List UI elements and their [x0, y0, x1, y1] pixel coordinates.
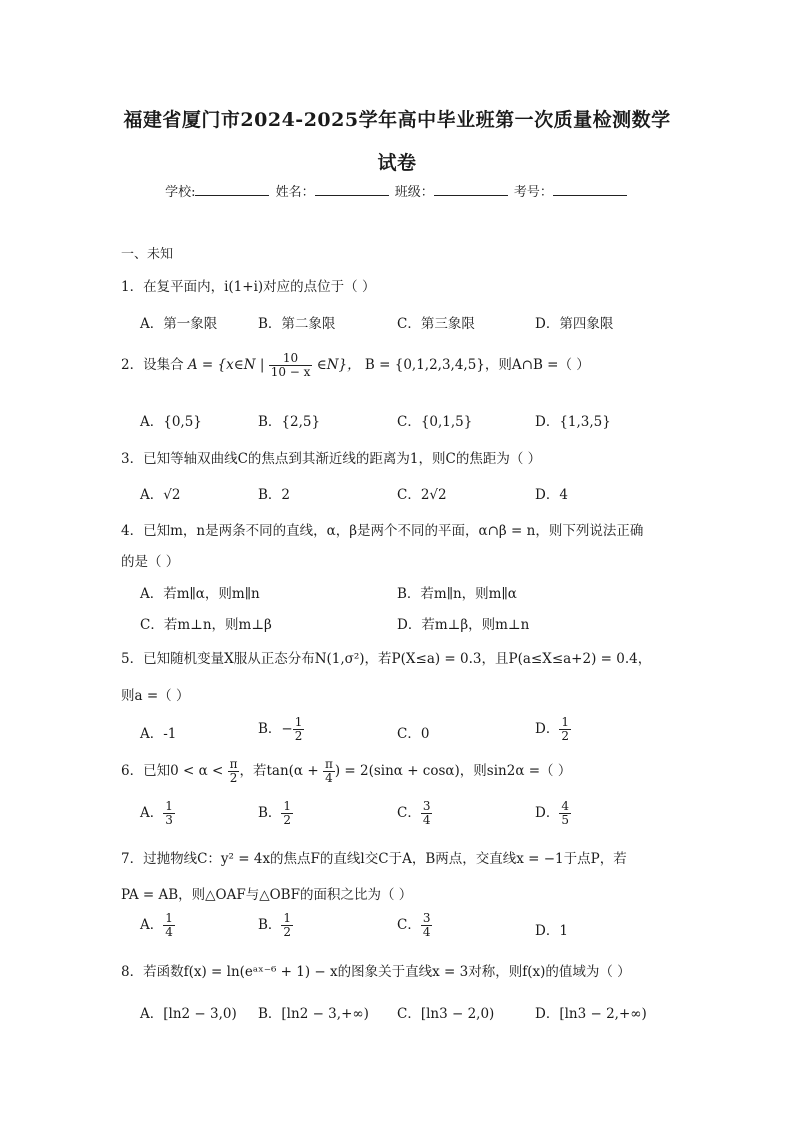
question-6-options — [140, 800, 660, 834]
option-d[interactable]: D．[ln3 − 2,+∞) — [535, 1006, 647, 1022]
option-d-label: D． — [535, 805, 560, 821]
option-d-label: D． — [535, 721, 560, 737]
question-7-stem: 7．过抛物线C：y² = 4x的焦点F的直线l交C于A，B两点，交直线x = −1于点P，若 — [121, 851, 627, 867]
option-a[interactable]: A．[ln2 − 3,0) — [140, 1006, 237, 1022]
fraction-numerator: 4 — [561, 799, 569, 813]
pi-over-4-fraction — [323, 758, 335, 785]
fraction-denominator: 2 — [283, 925, 292, 939]
option-a[interactable]: A．-1 — [140, 726, 177, 742]
fraction-numerator: 1 — [165, 799, 173, 813]
question-6-suffix: ) = 2(sinα + cosα)，则sin2α =（ ） — [334, 763, 572, 779]
option-a-label: A． — [140, 805, 164, 821]
option-d-fraction — [559, 716, 571, 743]
school-blank[interactable] — [195, 182, 269, 196]
option-d[interactable]: D．{1,3,5} — [535, 414, 611, 430]
question-8-stem: 8．若函数f(x) = ln(eᵃˣ⁻⁶ + 1) − x的图象关于直线x = 3对称，则f(x)的值域为（ ） — [121, 964, 631, 980]
option-b-label: B． — [258, 917, 282, 933]
option-a-fraction — [163, 912, 175, 939]
option-c[interactable]: C．若m⊥n，则m⊥β — [140, 617, 272, 633]
school-label: 学校: — [165, 185, 196, 200]
question-5-stem-cont: 则a =（ ） — [121, 688, 190, 704]
question-2-options — [140, 410, 660, 440]
fraction-denominator: 5 — [561, 813, 569, 827]
fraction-denominator: 2 — [283, 813, 292, 827]
option-a[interactable]: A．第一象限 — [140, 316, 218, 332]
option-b-label: B．− — [258, 721, 293, 737]
student-info-line — [0, 181, 794, 200]
question-4-stem-cont: 的是（ ） — [121, 554, 180, 570]
option-a-label: A． — [140, 917, 164, 933]
option-c[interactable]: C．[ln3 − 2,0) — [397, 1006, 495, 1022]
fraction-denominator: 2 — [229, 771, 238, 785]
question-6-mid: ，若tan(α + — [239, 763, 319, 779]
option-c-fraction — [421, 912, 433, 939]
option-d-fraction — [559, 800, 571, 827]
option-c-label: C． — [397, 917, 421, 933]
option-a[interactable] — [140, 912, 175, 939]
exam-title-cont: 试卷 — [377, 152, 417, 174]
fraction-numerator: π — [324, 757, 333, 771]
option-d[interactable]: D．1 — [535, 923, 568, 939]
option-c[interactable]: C．2√2 — [397, 487, 447, 503]
question-8-options — [140, 1002, 660, 1032]
option-c[interactable]: C．{0,1,5} — [397, 414, 473, 430]
question-3-stem: 3．已知等轴双曲线C的焦点到其渐近线的距离为1，则C的焦距为（ ） — [121, 451, 542, 467]
fraction-denominator: 10 − x — [270, 365, 311, 379]
question-4-stem: 4．已知m，n是两条不同的直线，α，β是两个不同的平面，α∩β = n，则下列说法正确 — [121, 523, 644, 539]
question-4-options — [140, 582, 660, 642]
set-fraction — [269, 352, 313, 379]
question-7-options — [140, 912, 660, 946]
option-c-fraction — [421, 800, 433, 827]
option-a[interactable]: A．若m∥α，则m∥n — [140, 586, 260, 602]
option-d[interactable] — [535, 716, 571, 743]
option-a[interactable]: A．{0,5} — [140, 414, 202, 430]
option-b[interactable]: B．若m∥n，则m∥α — [397, 586, 517, 602]
option-b[interactable]: B．第二象限 — [258, 316, 336, 332]
question-3-options — [140, 483, 660, 513]
option-c[interactable] — [397, 912, 432, 939]
option-b[interactable] — [258, 800, 293, 827]
option-d[interactable]: D．第四象限 — [535, 316, 614, 332]
question-2-suffix: B = {0,1,2,3,4,5}，则A∩B =（ ） — [360, 357, 590, 373]
class-blank[interactable] — [434, 182, 508, 196]
fraction-denominator: 3 — [165, 813, 173, 827]
fraction-denominator: 4 — [422, 925, 431, 939]
number-blank[interactable] — [553, 182, 627, 196]
fraction-denominator: 2 — [561, 729, 569, 743]
question-1-stem: 1．在复平面内，i(1+i)对应的点位于（ ） — [121, 279, 376, 295]
option-b[interactable] — [258, 716, 304, 743]
fraction-denominator: 4 — [325, 771, 333, 785]
fraction-numerator: 1 — [283, 799, 292, 813]
option-b[interactable]: B．{2,5} — [258, 414, 321, 430]
fraction-numerator: 1 — [165, 911, 173, 925]
option-d[interactable]: D．4 — [535, 487, 568, 503]
option-b-label: B． — [258, 805, 282, 821]
question-7-stem-cont: PA = AB，则△OAF与△OBF的面积之比为（ ） — [121, 887, 413, 903]
pi-over-2-fraction — [228, 758, 240, 785]
fraction-numerator: 1 — [283, 911, 292, 925]
option-a[interactable] — [140, 800, 175, 827]
fraction-numerator: 1 — [294, 715, 303, 729]
class-label: 班级： — [394, 185, 434, 200]
option-b-fraction — [293, 716, 305, 743]
fraction-denominator: 4 — [165, 925, 173, 939]
option-b-fraction — [281, 800, 293, 827]
option-c-label: C． — [397, 805, 421, 821]
question-5-stem: 5．已知随机变量X服从正态分布N(1,σ²)，若P(X≤a) = 0.3，且P(a≤X≤a+2) = 0.4， — [121, 651, 652, 667]
question-2-prefix: 2．设集合 — [121, 357, 184, 373]
question-1-options — [140, 312, 660, 342]
name-label: 姓名： — [275, 185, 315, 200]
fraction-numerator: π — [229, 757, 238, 771]
option-a[interactable]: A．√2 — [140, 487, 181, 503]
option-a-fraction — [163, 800, 175, 827]
question-6-stem — [121, 758, 571, 785]
question-5-options — [140, 716, 660, 750]
fraction-numerator: 10 — [269, 352, 313, 366]
exam-title: 福建省厦门市2024-2025学年高中毕业班第一次质量检测数学 — [123, 109, 671, 131]
option-b[interactable]: B．[ln2 − 3,+∞) — [258, 1006, 369, 1022]
section-title: 一、未知 — [121, 247, 174, 262]
option-b[interactable] — [258, 912, 293, 939]
question-6-prefix: 6．已知0 < α < — [121, 763, 224, 779]
fraction-denominator: 4 — [422, 813, 431, 827]
set-a-expr: A = {x∈N | — [187, 357, 265, 373]
option-b[interactable]: B．2 — [258, 487, 291, 503]
fraction-denominator: 2 — [294, 729, 303, 743]
option-c[interactable] — [397, 800, 432, 827]
option-b-fraction — [281, 912, 293, 939]
option-c[interactable]: C．0 — [397, 726, 430, 742]
option-c[interactable]: C．第三象限 — [397, 316, 475, 332]
fraction-numerator: 3 — [422, 911, 431, 925]
fraction-numerator: 1 — [561, 715, 569, 729]
number-label: 考号： — [513, 185, 553, 200]
question-2-stem — [121, 352, 590, 379]
option-d[interactable] — [535, 800, 571, 827]
set-a-end: ∈N}， — [316, 357, 361, 373]
option-d[interactable]: D．若m⊥β，则m⊥n — [397, 617, 530, 633]
name-blank[interactable] — [315, 182, 389, 196]
fraction-numerator: 3 — [422, 799, 431, 813]
